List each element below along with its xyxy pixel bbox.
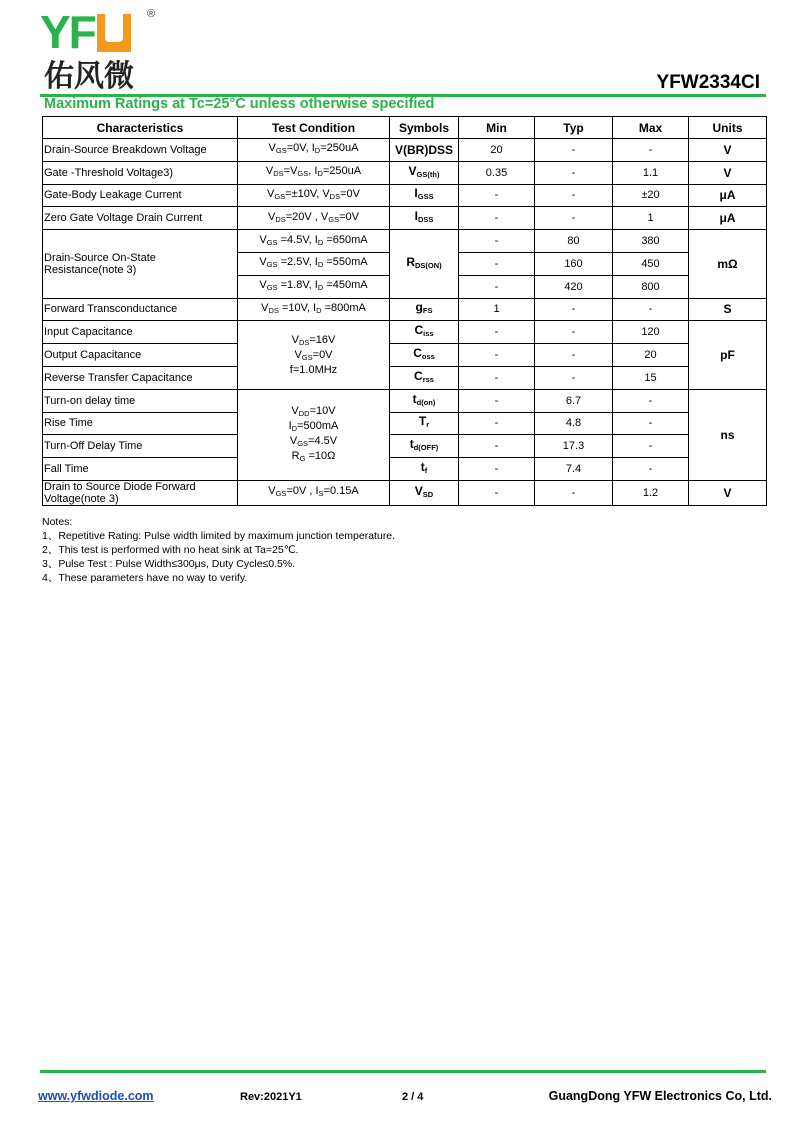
- table-row: [43, 139, 767, 162]
- logo-latin: YF: [40, 8, 131, 56]
- electrical-characteristics-table: [42, 116, 767, 506]
- param-name: Input Capacitance: [43, 321, 238, 344]
- typ-value: 17.3: [535, 435, 613, 458]
- header-min: Min: [459, 117, 535, 139]
- param-name: Fall Time: [43, 458, 238, 481]
- max-value: 1: [613, 207, 689, 230]
- header-typ: Typ: [535, 117, 613, 139]
- test-condition: $V_{GS} =4.5V$, $I_D =650mA$: [238, 230, 390, 253]
- typ-value: -: [535, 184, 613, 207]
- test-condition: $V_{DS}=16V$ $V_{GS}=0V$ f=1.0MHz: [238, 321, 390, 389]
- header-units: Units: [689, 117, 767, 139]
- page-number: 2 / 4: [402, 1091, 424, 1103]
- typ-value: -: [535, 298, 613, 321]
- symbol: $C_{rss}$: [390, 366, 459, 389]
- table-header-row: [43, 117, 767, 139]
- max-value: 800: [613, 275, 689, 298]
- registered-mark: ®: [147, 8, 156, 20]
- max-value: -: [613, 139, 689, 162]
- company-logo: [40, 8, 170, 92]
- table-row: [43, 230, 767, 253]
- symbol: $I_{DSS}$: [390, 207, 459, 230]
- table-row: [43, 207, 767, 230]
- company-name: GuangDong YFW Electronics Co, Ltd.: [548, 1089, 772, 1103]
- header-symbols: Symbols: [390, 117, 459, 139]
- test-condition: $V_{GS}=\pm 10V$, $V_{DS}=0V$: [238, 184, 390, 207]
- param-name: Drain to Source Diode Forward Voltage(note 3): [43, 480, 238, 505]
- param-name: Rise Time: [43, 412, 238, 435]
- test-condition: $V_{DS} =10V$, $I_D =800mA$: [238, 298, 390, 321]
- typ-value: 6.7: [535, 389, 613, 412]
- min-value: -: [459, 458, 535, 481]
- typ-value: -: [535, 161, 613, 184]
- table-row: [43, 458, 767, 481]
- param-name: Forward Transconductance: [43, 298, 238, 321]
- min-value: -: [459, 207, 535, 230]
- test-condition: $V_{DS}=V_{GS}$, $I_D=250uA$: [238, 161, 390, 184]
- typ-value: 160: [535, 252, 613, 275]
- notes-section: [42, 515, 395, 585]
- typ-value: -: [535, 321, 613, 344]
- max-value: 1.1: [613, 161, 689, 184]
- max-value: 450: [613, 252, 689, 275]
- max-value: 380: [613, 230, 689, 253]
- min-value: 1: [459, 298, 535, 321]
- min-value: -: [459, 366, 535, 389]
- unit: pF: [689, 321, 767, 389]
- param-name: Turn-Off Delay Time: [43, 435, 238, 458]
- typ-value: 7.4: [535, 458, 613, 481]
- table-row: [43, 389, 767, 412]
- unit: V: [689, 161, 767, 184]
- symbol: V(BR)DSS: [390, 139, 459, 162]
- test-condition: $V_{GS}=0V$, $I_D=250uA$: [238, 139, 390, 162]
- typ-value: -: [535, 207, 613, 230]
- symbol: $V_{GS(th)}$: [390, 161, 459, 184]
- min-value: -: [459, 344, 535, 367]
- min-value: -: [459, 275, 535, 298]
- typ-value: -: [535, 344, 613, 367]
- test-condition: $V_{GS}=0V$ , $I_S=0.15A$: [238, 480, 390, 505]
- unit: μA: [689, 184, 767, 207]
- symbol: $T_r$: [390, 412, 459, 435]
- symbol: $t_f$: [390, 458, 459, 481]
- header-test-condition: Test Condition: [238, 117, 390, 139]
- test-condition: $V_{GS} =2.5V$, $I_D =550mA$: [238, 252, 390, 275]
- param-name: Output Capacitance: [43, 344, 238, 367]
- param-name: Turn-on delay time: [43, 389, 238, 412]
- logo-u-mark: [97, 14, 131, 52]
- max-value: ±20: [613, 184, 689, 207]
- symbol: $t_{d(on)}$: [390, 389, 459, 412]
- typ-value: -: [535, 139, 613, 162]
- param-name: Drain-Source Breakdown Voltage: [43, 139, 238, 162]
- revision-label: Rev:2021Y1: [240, 1091, 302, 1103]
- min-value: -: [459, 230, 535, 253]
- unit: V: [689, 480, 767, 505]
- table-row: [43, 435, 767, 458]
- note-item: 3、Pulse Test : Pulse Width≤300μs, Duty Cycle≤0.5%.: [42, 558, 296, 570]
- typ-value: -: [535, 366, 613, 389]
- symbol: $R_{DS(ON)}$: [390, 230, 459, 298]
- unit: ns: [689, 389, 767, 480]
- max-value: -: [613, 389, 689, 412]
- min-value: -: [459, 412, 535, 435]
- typ-value: 80: [535, 230, 613, 253]
- unit: μA: [689, 207, 767, 230]
- max-value: 20: [613, 344, 689, 367]
- max-value: 1.2: [613, 480, 689, 505]
- table-row: [43, 344, 767, 367]
- note-item: 1、Repetitive Rating: Pulse width limited by maximum junction temperature.: [42, 530, 396, 542]
- unit: mΩ: [689, 230, 767, 298]
- table-row: [43, 161, 767, 184]
- min-value: -: [459, 321, 535, 344]
- unit: V: [689, 139, 767, 162]
- param-name: Zero Gate Voltage Drain Current: [43, 207, 238, 230]
- unit: S: [689, 298, 767, 321]
- max-value: -: [613, 458, 689, 481]
- max-value: 120: [613, 321, 689, 344]
- footer-divider: [40, 1070, 766, 1073]
- header-max: Max: [613, 117, 689, 139]
- table-row: [43, 366, 767, 389]
- table-row: [43, 298, 767, 321]
- test-condition: $V_{DS}=20V$ , $V_{GS}=0V$: [238, 207, 390, 230]
- param-name: Reverse Transfer Capacitance: [43, 366, 238, 389]
- min-value: -: [459, 480, 535, 505]
- min-value: -: [459, 252, 535, 275]
- note-item: 2、This test is performed with no heat sink at Ta=25℃.: [42, 544, 299, 556]
- param-name: Drain-Source On-State Resistance(note 3): [43, 230, 238, 298]
- website-link[interactable]: www.yfwdiode.com: [38, 1089, 154, 1103]
- symbol: $g_{FS}$: [390, 298, 459, 321]
- test-condition: $V_{DD}=10V$ $I_D=500mA$ $V_{GS}=4.5V$ $R_G =10\Omega$: [238, 389, 390, 480]
- section-title: Maximum Ratings at Tc=25°C unless otherwise specified: [44, 96, 435, 112]
- max-value: -: [613, 412, 689, 435]
- part-number: YFW2334CI: [656, 72, 760, 93]
- param-name: Gate-Body Leakage Current: [43, 184, 238, 207]
- symbol: $C_{iss}$: [390, 321, 459, 344]
- symbol: $I_{GSS}$: [390, 184, 459, 207]
- symbol: $V_{SD}$: [390, 480, 459, 505]
- min-value: -: [459, 184, 535, 207]
- min-value: -: [459, 389, 535, 412]
- min-value: 20: [459, 139, 535, 162]
- table-row: [43, 412, 767, 435]
- symbol: $C_{oss}$: [390, 344, 459, 367]
- table-row: [43, 184, 767, 207]
- typ-value: -: [535, 480, 613, 505]
- header-characteristics: Characteristics: [43, 117, 238, 139]
- min-value: 0.35: [459, 161, 535, 184]
- max-value: -: [613, 435, 689, 458]
- symbol: $t_{d(OFF)}$: [390, 435, 459, 458]
- logo-chinese: 佑风微: [44, 59, 134, 94]
- notes-title: Notes:: [42, 516, 73, 528]
- typ-value: 4.8: [535, 412, 613, 435]
- table-row: [43, 480, 767, 505]
- test-condition: $V_{GS} =1.8V$, $I_D =450mA$: [238, 275, 390, 298]
- typ-value: 420: [535, 275, 613, 298]
- max-value: 15: [613, 366, 689, 389]
- note-item: 4、These parameters have no way to verify.: [42, 572, 248, 584]
- min-value: -: [459, 435, 535, 458]
- table-row: [43, 321, 767, 344]
- max-value: -: [613, 298, 689, 321]
- param-name: Gate -Threshold Voltage3): [43, 161, 238, 184]
